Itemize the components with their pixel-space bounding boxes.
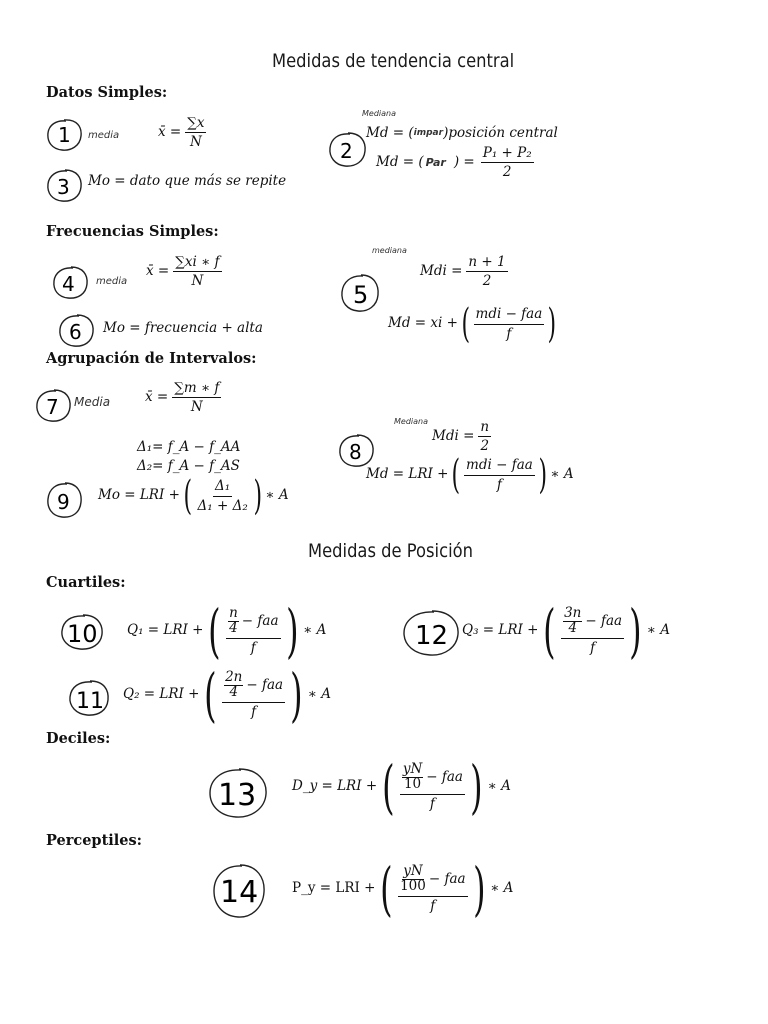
formula-q3 [462, 597, 670, 665]
paren-left: ( [543, 597, 556, 665]
formula-q2-tail: ∗ A [307, 686, 331, 703]
circle-11 [66, 678, 112, 720]
circle-1-number: 1 [58, 123, 71, 147]
circle-4-number: 4 [62, 272, 75, 296]
formula-2b-mid: ) = [453, 153, 475, 170]
formula-8b-tail: ∗ A [550, 466, 574, 483]
formula-4-den: N [191, 273, 204, 290]
circle-12 [400, 608, 462, 660]
formula-q3-tail: ∗ A [646, 622, 670, 639]
formula-5a [420, 255, 508, 288]
formula-delta1: Δ₁= f_A − f_AA [137, 439, 241, 455]
circle-2-number: 2 [340, 139, 353, 163]
formula-8a-den: 2 [480, 438, 490, 455]
formula-2a-rhs: )posición central [443, 125, 558, 141]
paren-right: ) [547, 301, 557, 347]
circle-7-number: 7 [46, 395, 59, 419]
formula-9-tail: ∗ A [265, 487, 289, 504]
formula-1-num: ∑x [185, 116, 206, 133]
formula-7-den: N [190, 399, 203, 416]
paren-right: ) [285, 597, 299, 665]
formula-8a-num: n [478, 420, 491, 437]
paren-left: ( [461, 301, 471, 347]
paren-right: ) [472, 855, 486, 923]
heading-perceptiles: Perceptiles: [46, 832, 143, 849]
formula-5b [388, 301, 560, 347]
formula-percentiles-d: 100 [400, 877, 426, 894]
formula-8b [366, 452, 574, 498]
circle-13-number: 13 [218, 778, 257, 813]
formula-9 [98, 473, 289, 519]
formula-1 [158, 116, 206, 149]
formula-4-lhs: x̄ = [146, 262, 170, 279]
circle-13 [206, 766, 270, 822]
formula-percentiles-tail: ∗ A [490, 880, 514, 897]
formula-2a [366, 127, 558, 141]
formula-7 [145, 381, 221, 414]
circle-6-number: 6 [69, 320, 82, 344]
heading-frecuencias-simples: Frecuencias Simples: [46, 223, 219, 240]
circle-6 [56, 312, 96, 350]
paren-left: ( [204, 661, 217, 729]
circle-4 [50, 264, 90, 302]
formula-7-lhs: x̄ = [145, 388, 169, 405]
formula-q2-n: 2n [225, 669, 243, 686]
formula-2b-num: P₁ + P₂ [481, 146, 534, 163]
formula-5a-den: 2 [482, 273, 492, 290]
note-par: Par [425, 156, 446, 170]
paren-right: ) [470, 753, 483, 821]
circle-3-number: 3 [57, 175, 70, 199]
formula-8a [432, 420, 491, 453]
note-mediana-8: Mediana [394, 417, 428, 426]
formula-delta2: Δ₂= f_A − f_AS [137, 458, 240, 474]
formula-5a-lhs: Mdi = [420, 262, 463, 279]
formula-4-num: ∑xi ∗ f [173, 255, 221, 272]
formula-deciles-d: 10 [403, 775, 422, 792]
heading-agrupacion: Agrupación de Intervalos: [46, 350, 257, 367]
circle-10 [58, 612, 106, 654]
formula-q2 [123, 661, 331, 729]
formula-9-lhs: Mo = LRI + [98, 487, 180, 504]
paren-left: ( [382, 753, 395, 821]
formula-5b-lhs: Md = xi + [388, 315, 458, 332]
circle-11-number: 11 [76, 689, 104, 714]
circle-9 [44, 480, 84, 522]
paren-right: ) [538, 452, 547, 498]
circle-12-number: 12 [415, 621, 449, 651]
formula-deciles [292, 753, 511, 821]
formula-2a-lhs: Md = ( [366, 125, 414, 141]
note-media-7: Media [74, 395, 111, 409]
formula-percentiles-n: yN [403, 863, 423, 880]
formula-percentiles-den: f [430, 897, 436, 914]
formula-q2-den: f [251, 703, 257, 720]
formula-6: Mo = frecuencia + alta [103, 320, 263, 336]
formula-deciles-den: f [429, 795, 435, 812]
formula-q1-n: n [229, 605, 238, 622]
formula-5a-num: n + 1 [466, 255, 507, 272]
formula-8b-num: mdi − faa [464, 458, 535, 475]
formula-percentiles [292, 855, 514, 923]
formula-q1-d: 4 [229, 619, 238, 636]
heading-cuartiles: Cuartiles: [46, 574, 126, 591]
circle-1 [44, 117, 84, 153]
formula-q1-tail: ∗ A [303, 622, 327, 639]
formula-5b-den: f [506, 325, 512, 342]
circle-14 [210, 862, 268, 922]
formula-q3-n: 3n [564, 605, 582, 622]
paren-left: ( [208, 597, 221, 665]
formula-8b-den: f [496, 476, 502, 493]
formula-7-num: ∑m ∗ f [172, 381, 221, 398]
formula-1-den: N [189, 134, 202, 151]
formula-q1-lhs: Q₁ = LRI + [127, 622, 204, 639]
formula-q2-lhs: Q₂ = LRI + [123, 686, 200, 703]
formula-q3-den: f [590, 639, 596, 656]
formula-deciles-lhs: D_y = LRI + [292, 778, 378, 795]
formula-4 [146, 255, 222, 288]
formula-2b [376, 146, 534, 179]
formula-q2-d: 4 [229, 683, 239, 700]
formula-deciles-n: yN [402, 761, 423, 778]
paren-left: ( [183, 473, 193, 519]
circle-14-number: 14 [220, 875, 259, 910]
circle-10-number: 10 [67, 620, 98, 648]
heading-datos-simples: Datos Simples: [46, 84, 168, 101]
formula-q1-faa: − faa [241, 613, 279, 630]
formula-deciles-faa: − faa [426, 769, 463, 786]
formula-q1-den: f [250, 639, 256, 656]
circle-3 [44, 167, 84, 205]
page-title-position: Medidas de Posición [308, 540, 473, 562]
formula-percentiles-lhs: P_y = LRI + [292, 880, 376, 897]
heading-deciles: Deciles: [46, 730, 111, 747]
formula-q2-faa: − faa [246, 677, 284, 694]
note-mediana-2: Mediana [362, 109, 396, 118]
circle-2 [326, 130, 368, 170]
formula-9-den: Δ₁ + Δ₂ [197, 497, 248, 514]
formula-q3-lhs: Q₃ = LRI + [462, 622, 539, 639]
circle-7 [33, 387, 73, 425]
note-impar: impar [413, 128, 444, 139]
formula-5b-num: mdi − faa [474, 307, 545, 324]
formula-2b-lhs: Md = ( [376, 153, 424, 170]
formula-3: Mo = dato que más se repite [88, 173, 287, 189]
formula-1-lhs: x̄ = [158, 123, 182, 140]
formula-2b-den: 2 [502, 164, 512, 181]
formula-percentiles-faa: − faa [428, 871, 466, 888]
paren-right: ) [253, 473, 262, 519]
circle-5 [338, 272, 382, 316]
formula-8a-lhs: Mdi = [432, 427, 475, 444]
paren-right: ) [629, 597, 642, 665]
paren-right: ) [290, 661, 303, 729]
formula-q3-d: 4 [568, 619, 578, 636]
paren-left: ( [380, 855, 393, 923]
circle-9-number: 9 [57, 490, 70, 514]
note-media-1: media [88, 130, 120, 141]
circle-8-number: 8 [349, 440, 362, 464]
formula-q3-faa: − faa [585, 613, 623, 630]
formula-9-num: Δ₁ [213, 479, 232, 496]
formula-8b-lhs: Md = LRI + [366, 466, 449, 483]
note-mediana-5: mediana [372, 246, 407, 255]
note-media-4: media [96, 276, 128, 287]
formula-q1 [127, 597, 327, 665]
page-title-central: Medidas de tendencia central [272, 50, 515, 72]
formula-deciles-tail: ∗ A [487, 778, 511, 795]
circle-5-number: 5 [353, 281, 369, 309]
paren-left: ( [451, 452, 461, 498]
